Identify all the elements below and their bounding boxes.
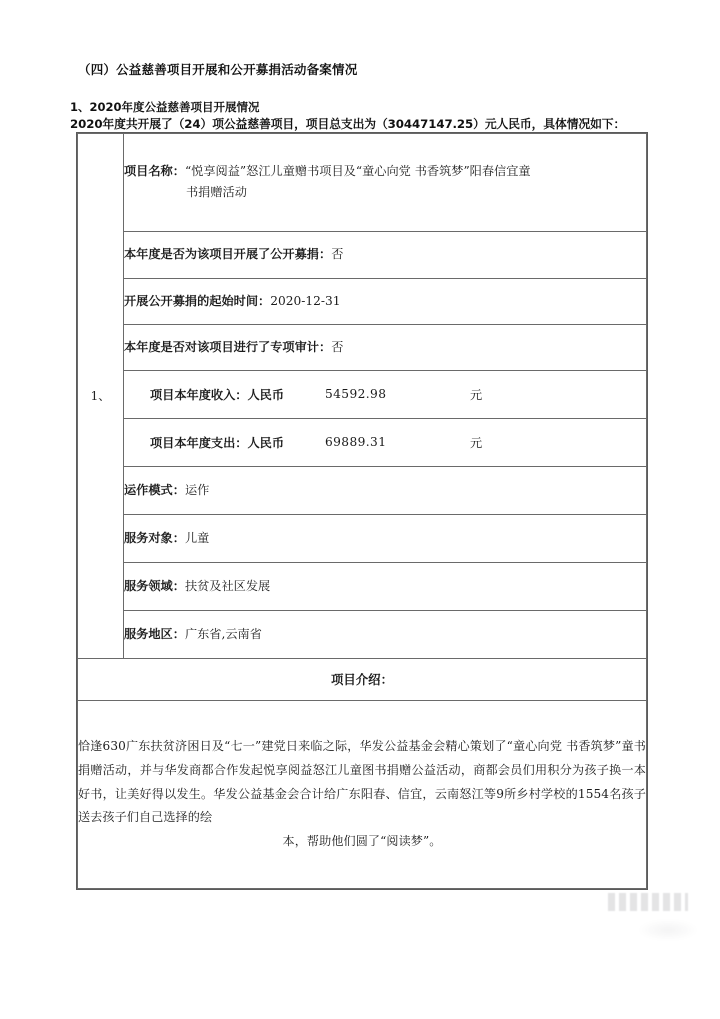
table-row (78, 134, 647, 232)
special-audit-value: 否 (331, 339, 344, 354)
service-region-value: 广东省,云南省 (184, 626, 262, 641)
service-target-value: 儿童 (184, 530, 210, 545)
project-income-label: 项目本年度收入：人民币 (150, 387, 285, 402)
scan-watermark-blur (638, 919, 698, 941)
project-expenditure-unit: 元 (470, 435, 483, 450)
special-audit-cell (124, 324, 647, 370)
table-row (78, 514, 647, 562)
project-expenditure-cell (124, 418, 647, 466)
section-heading: （四）公益慈善项目开展和公开募捐活动备案情况 (78, 62, 358, 77)
table-row (78, 231, 647, 278)
table-row (78, 658, 647, 700)
public-fundraising-value: 否 (331, 247, 344, 262)
sub-heading: 1、2020年度公益慈善项目开展情况 (70, 100, 260, 114)
service-target-label: 服务对象： (124, 530, 185, 545)
scan-watermark-smudge (608, 893, 688, 911)
sub-heading-summary: 2020年度共开展了（24）项公益慈善项目，项目总支出为（30447147.25）元人民币，具体情况如下： (70, 117, 626, 131)
table-row (78, 370, 647, 418)
project-name-value-line2: 书捐赠活动 (186, 185, 247, 200)
service-field-cell (124, 562, 647, 610)
fundraising-start-date-value: 2020-12-31 (270, 293, 341, 308)
table-row (78, 700, 647, 888)
operation-mode-label: 运作模式： (124, 482, 185, 497)
table-row (78, 562, 647, 610)
fundraising-start-date-label: 开展公开募捐的起始时间： (124, 293, 271, 308)
table-row (78, 418, 647, 466)
project-income-amount: 54592.98 (325, 387, 387, 402)
project-name-cell (124, 134, 647, 232)
service-field-value: 扶贫及社区发展 (184, 578, 271, 593)
project-name-label: 项目名称： (124, 164, 185, 178)
operation-mode-value: 运作 (184, 482, 210, 497)
table-row (78, 610, 647, 658)
service-target-cell (124, 514, 647, 562)
table-row (78, 324, 647, 370)
service-region-cell (124, 610, 647, 658)
project-income-unit: 元 (470, 387, 483, 402)
row-index-cell: 1、 (78, 134, 124, 659)
project-intro-header: 项目介绍： (78, 658, 647, 700)
project-name-value-line1: “悦享阅益”怒江儿童赠书项目及“童心向党 书香筑梦”阳春信宜童 (184, 164, 531, 178)
fundraising-start-date-cell (124, 278, 647, 324)
project-income-cell (124, 370, 647, 418)
table-row (78, 466, 647, 514)
project-intro-text-last-line: 本，帮助他们圆了“阅读梦”。 (282, 833, 442, 848)
public-fundraising-label: 本年度是否为该项目开展了公开募捐： (124, 247, 332, 262)
operation-mode-cell (124, 466, 647, 514)
project-expenditure-amount: 69889.31 (325, 435, 387, 450)
service-region-label: 服务地区： (124, 626, 185, 641)
project-intro-body (78, 700, 647, 888)
project-intro-text: 恰逢630广东扶贫济困日及“七一”建党日来临之际，华发公益基金会精心策划了“童心向党 书香筑梦”童书捐赠活动，并与华发商都合作发起悦享阅益怒江儿童图书捐赠公益活动，商都会员们用积分为孩子换一本好书，让美好得以发生。华发公益基金会合计给广东阳春、信宜，云南怒江等9所乡村学校的1554名孩子送去孩子们自己选择的绘 (78, 739, 646, 825)
project-expenditure-label: 项目本年度支出：人民币 (150, 435, 285, 450)
special-audit-label: 本年度是否对该项目进行了专项审计： (124, 339, 332, 354)
table-row (78, 278, 647, 324)
service-field-label: 服务领域： (124, 578, 185, 593)
project-table (76, 132, 648, 890)
public-fundraising-cell (124, 231, 647, 278)
